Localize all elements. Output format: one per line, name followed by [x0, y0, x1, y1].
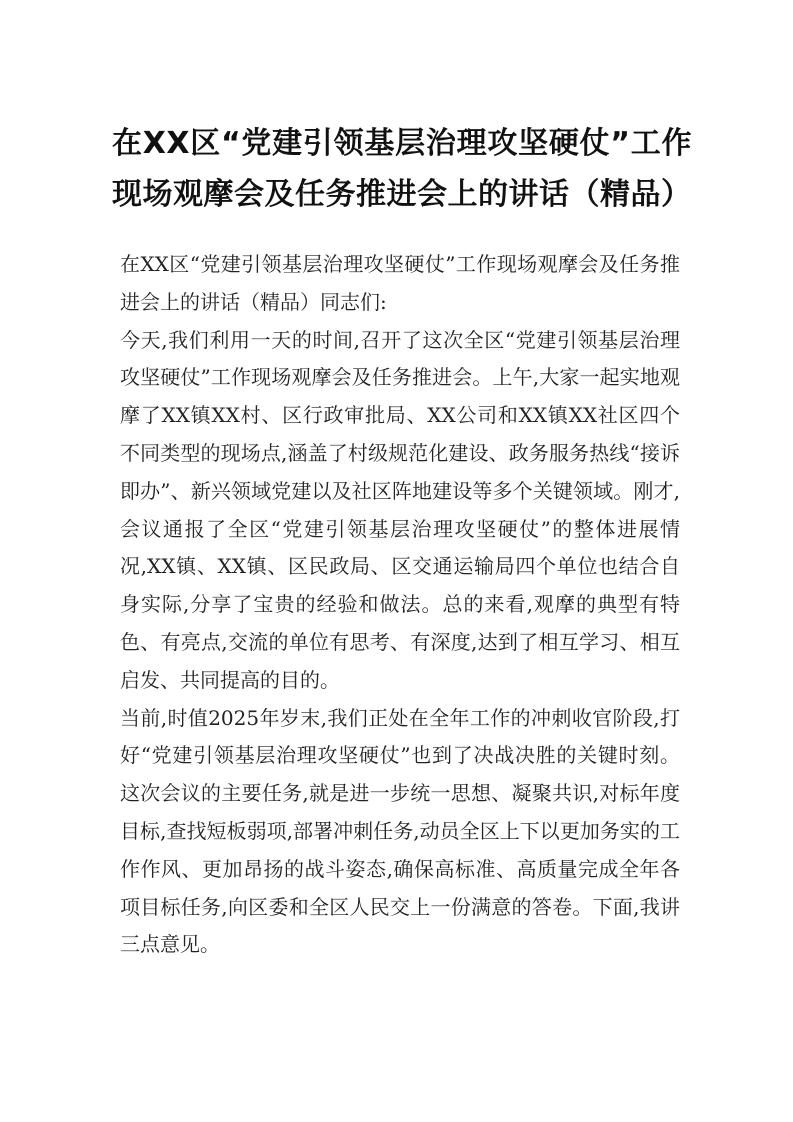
document-body [120, 246, 680, 964]
paragraph-meeting-summary: 今天,我们利用一天的时间,召开了这次全区“党建引领基层治理攻坚硬仗”工作现场观摩会及任务推进会。上午,大家一起实地观摩了XX镇XX村、区行政审批局、XX公司和XX镇XX社区四个不同类型的现场点,涵盖了村级规范化建设、政务服务热线“接诉即办”、新兴领域党建以及社区阵地建设等多个关键领域。刚才,会议通报了全区“党建引领基层治理攻坚硬仗”的整体进展情况,XX镇、XX镇、区民政局、区交通运输局四个单位也结合自身实际,分享了宝贵的经验和做法。总的来看,观摩的典型有特色、有亮点,交流的单位有思考、有深度,达到了相互学习、相互启发、共同提高的目的。 [120, 327, 680, 692]
document-title: 在XX区“党建引领基层治理攻坚硬仗”工作现场观摩会及任务推进会上的讲话（精品） [112, 126, 692, 212]
paragraph-current-tasks: 当前,时值2025年岁末,我们正处在全年工作的冲刺收官阶段,打好“党建引领基层治理攻坚硬仗”也到了决战决胜的关键时刻。这次会议的主要任务,就是进一步统一思想、凝聚共识,对标年度目标,查找短板弱项,部署冲刺任务,动员全区上下以更加务实的工作作风、更加昂扬的战斗姿态,确保高标准、高质量完成全年各项目标任务,向区委和全区人民交上一份满意的答卷。下面,我讲三点意见。 [120, 705, 680, 957]
paragraph-opening: 在XX区“党建引领基层治理攻坚硬仗”工作现场观摩会及任务推进会上的讲话（精品）同志们: [120, 252, 680, 314]
